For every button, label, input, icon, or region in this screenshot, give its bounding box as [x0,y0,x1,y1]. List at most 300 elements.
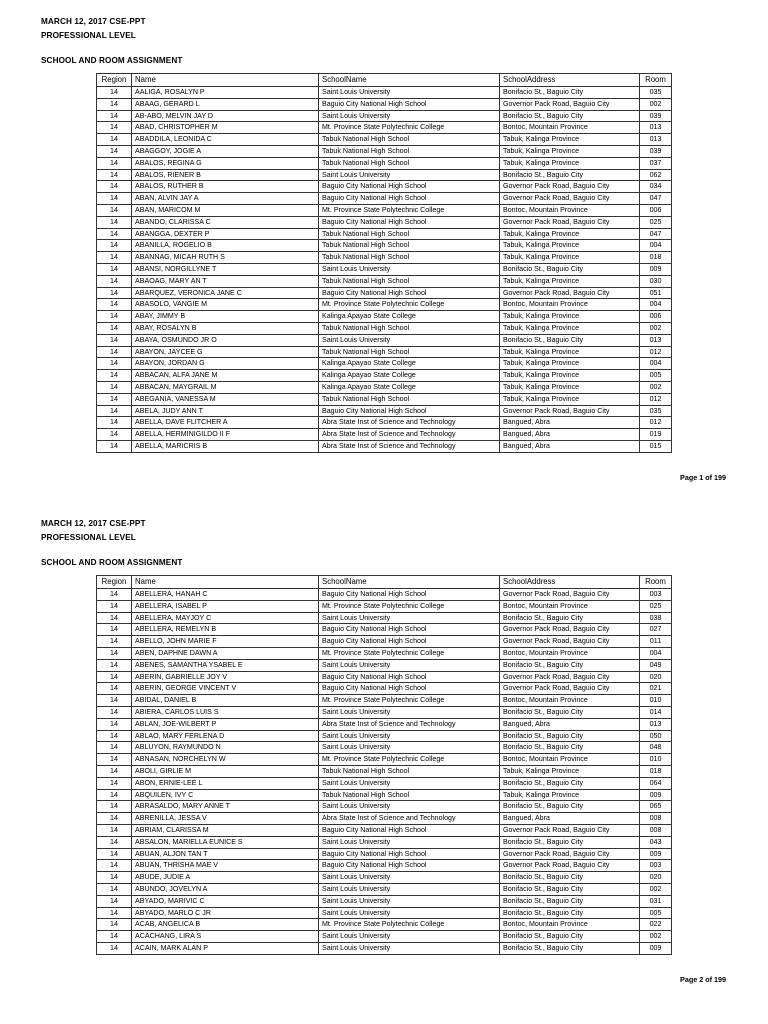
region-cell: 14 [97,440,132,452]
school-cell: Baguio City National High School [319,671,500,683]
table-row [97,122,672,134]
address-cell: Bonifacio St., Baguio City [500,612,640,624]
school-cell: Tabuk National High School [319,393,500,405]
school-cell: Baguio City National High School [319,848,500,860]
name-cell: ABSALON, MARIELLA EUNICE S [132,836,319,848]
name-cell: ABEGANIA, VANESSA M [132,393,319,405]
room-cell: 009 [640,789,672,801]
address-cell: Bangued, Abra [500,440,640,452]
table-row [97,370,672,382]
region-cell: 14 [97,942,132,954]
column-header-region: Region [97,74,132,87]
name-cell: ABELLA, DAVE FLITCHER A [132,417,319,429]
table-row [97,417,672,429]
room-cell: 037 [640,157,672,169]
school-cell: Baguio City National High School [319,683,500,695]
address-cell: Governor Pack Road, Baguio City [500,624,640,636]
room-cell: 013 [640,134,672,146]
room-cell: 011 [640,636,672,648]
room-cell: 065 [640,801,672,813]
name-cell: ABALOS, RIENER B [132,169,319,181]
table-row [97,848,672,860]
school-cell: Saint Louis University [319,742,500,754]
name-cell: ABELLERA, REMELYN B [132,624,319,636]
column-header-name: Name [132,576,319,589]
name-cell: ABELLA, MARICRIS B [132,440,319,452]
address-cell: Tabuk, Kalinga Province [500,228,640,240]
school-cell: Saint Louis University [319,706,500,718]
room-cell: 008 [640,813,672,825]
room-cell: 002 [640,931,672,943]
table-row [97,589,672,601]
room-cell: 034 [640,181,672,193]
table-row [97,346,672,358]
address-cell: Bonifacio St., Baguio City [500,907,640,919]
room-cell: 038 [640,612,672,624]
column-header-room: Room [640,74,672,87]
region-cell: 14 [97,429,132,441]
region-cell: 14 [97,683,132,695]
address-cell: Governor Pack Road, Baguio City [500,848,640,860]
address-cell: Governor Pack Road, Baguio City [500,636,640,648]
region-cell: 14 [97,181,132,193]
table-row [97,145,672,157]
address-cell: Tabuk, Kalinga Province [500,346,640,358]
region-cell: 14 [97,789,132,801]
room-cell: 002 [640,883,672,895]
address-cell: Tabuk, Kalinga Province [500,275,640,287]
school-cell: Baguio City National High School [319,589,500,601]
table-row [97,263,672,275]
name-cell: ABALOS, RUTHER B [132,181,319,193]
name-cell: ABASOLO, VANGIE M [132,299,319,311]
table-row [97,801,672,813]
table-row [97,134,672,146]
region-cell: 14 [97,299,132,311]
room-cell: 012 [640,393,672,405]
address-cell: Bontoc, Mountain Province [500,919,640,931]
region-cell: 14 [97,636,132,648]
table-row [97,872,672,884]
address-cell: Bontoc, Mountain Province [500,122,640,134]
column-header-school: SchoolName [319,576,500,589]
table-row [97,228,672,240]
address-cell: Bonifacio St., Baguio City [500,706,640,718]
name-cell: ABERIN, GABRIELLE JOY V [132,671,319,683]
table-row [97,311,672,323]
table-row [97,765,672,777]
room-cell: 013 [640,122,672,134]
school-cell: Tabuk National High School [319,252,500,264]
address-cell: Bonifacio St., Baguio City [500,895,640,907]
school-cell: Tabuk National High School [319,228,500,240]
name-cell: ABIDAL, DANIEL B [132,695,319,707]
school-cell: Tabuk National High School [319,157,500,169]
room-cell: 020 [640,872,672,884]
region-cell: 14 [97,671,132,683]
page-number: Page 1 of 199 [680,473,726,482]
table-row [97,706,672,718]
region-cell: 14 [97,919,132,931]
school-cell: Baguio City National High School [319,216,500,228]
address-cell: Bonifacio St., Baguio City [500,110,640,122]
address-cell: Tabuk, Kalinga Province [500,252,640,264]
table-row [97,860,672,872]
name-cell: ABALOS, REGINA G [132,157,319,169]
region-cell: 14 [97,860,132,872]
address-cell: Tabuk, Kalinga Province [500,393,640,405]
table-row [97,204,672,216]
table-row [97,322,672,334]
school-cell: Tabuk National High School [319,346,500,358]
document-page-1 [0,0,768,502]
table-row [97,440,672,452]
name-cell: ABYADO, MARIVIC C [132,895,319,907]
name-cell: ABRENILLA, JESSA V [132,813,319,825]
table-row [97,98,672,110]
page-number: Page 2 of 199 [680,975,726,984]
address-cell: Governor Pack Road, Baguio City [500,683,640,695]
name-cell: ABAYON, JAYCEE G [132,346,319,358]
table-row [97,836,672,848]
region-cell: 14 [97,706,132,718]
table-row [97,789,672,801]
school-cell: Saint Louis University [319,612,500,624]
school-cell: Tabuk National High School [319,765,500,777]
region-cell: 14 [97,228,132,240]
room-cell: 009 [640,942,672,954]
table-row [97,405,672,417]
school-cell: Baguio City National High School [319,405,500,417]
column-header-school: SchoolName [319,74,500,87]
room-cell: 047 [640,193,672,205]
school-cell: Saint Louis University [319,942,500,954]
room-cell: 051 [640,287,672,299]
school-cell: Kalinga Apayao State College [319,381,500,393]
address-cell: Bangued, Abra [500,429,640,441]
school-cell: Mt. Province State Polytechnic College [319,695,500,707]
table-row [97,181,672,193]
column-header-address: SchoolAddress [500,576,640,589]
room-cell: 008 [640,824,672,836]
address-cell: Bonifacio St., Baguio City [500,742,640,754]
address-cell: Bontoc, Mountain Province [500,204,640,216]
address-cell: Tabuk, Kalinga Province [500,322,640,334]
address-cell: Bonifacio St., Baguio City [500,801,640,813]
room-cell: 005 [640,907,672,919]
name-cell: ABELA, JUDY ANN T [132,405,319,417]
table-row [97,754,672,766]
address-cell: Bontoc, Mountain Province [500,695,640,707]
school-cell: Saint Louis University [319,895,500,907]
region-cell: 14 [97,883,132,895]
address-cell: Bontoc, Mountain Province [500,647,640,659]
name-cell: ABNASAN, NORCHELYN W [132,754,319,766]
table-row [97,683,672,695]
table-row [97,883,672,895]
address-cell: Tabuk, Kalinga Province [500,381,640,393]
name-cell: AB-ABO, MELVIN JAY D [132,110,319,122]
table-row [97,358,672,370]
address-cell: Tabuk, Kalinga Province [500,134,640,146]
address-cell: Tabuk, Kalinga Province [500,789,640,801]
school-cell: Baguio City National High School [319,624,500,636]
region-cell: 14 [97,647,132,659]
room-cell: 013 [640,718,672,730]
school-cell: Baguio City National High School [319,636,500,648]
name-cell: ABUDE, JUDIE A [132,872,319,884]
table-row [97,942,672,954]
address-cell: Bonifacio St., Baguio City [500,942,640,954]
table-row [97,275,672,287]
table-row [97,334,672,346]
room-cell: 002 [640,381,672,393]
name-cell: ABANILLA, ROGELIO B [132,240,319,252]
school-cell: Tabuk National High School [319,240,500,252]
region-cell: 14 [97,169,132,181]
table-row [97,907,672,919]
school-cell: Mt. Province State Polytechnic College [319,204,500,216]
region-cell: 14 [97,848,132,860]
address-cell: Bonifacio St., Baguio City [500,334,640,346]
name-cell: ABANNAG, MICAH RUTH S [132,252,319,264]
school-cell: Saint Louis University [319,263,500,275]
address-cell: Governor Pack Road, Baguio City [500,193,640,205]
address-cell: Bangued, Abra [500,718,640,730]
address-cell: Bonifacio St., Baguio City [500,730,640,742]
table-row [97,287,672,299]
school-cell: Baguio City National High School [319,824,500,836]
table-row [97,216,672,228]
region-cell: 14 [97,346,132,358]
room-cell: 021 [640,683,672,695]
room-cell: 020 [640,671,672,683]
school-cell: Mt. Province State Polytechnic College [319,754,500,766]
region-cell: 14 [97,287,132,299]
region-cell: 14 [97,765,132,777]
region-cell: 14 [97,624,132,636]
school-cell: Baguio City National High School [319,860,500,872]
school-cell: Baguio City National High School [319,193,500,205]
school-cell: Mt. Province State Polytechnic College [319,600,500,612]
name-cell: ABBACAN, MAYGRAIL M [132,381,319,393]
table-row [97,612,672,624]
region-cell: 14 [97,263,132,275]
region-cell: 14 [97,145,132,157]
table-row [97,240,672,252]
address-cell: Bonifacio St., Baguio City [500,836,640,848]
name-cell: ABUNDO, JOVELYN A [132,883,319,895]
room-cell: 003 [640,860,672,872]
table-row [97,671,672,683]
school-cell: Abra State Inst of Science and Technology [319,429,500,441]
exam-date-heading: MARCH 12, 2017 CSE-PPT [41,17,146,26]
room-cell: 018 [640,252,672,264]
region-cell: 14 [97,405,132,417]
table-row [97,695,672,707]
address-cell: Bangued, Abra [500,813,640,825]
school-cell: Baguio City National High School [319,181,500,193]
region-cell: 14 [97,659,132,671]
name-cell: ABERIN, GEORGE VINCENT V [132,683,319,695]
region-cell: 14 [97,907,132,919]
school-cell: Kalinga Apayao State College [319,370,500,382]
room-cell: 043 [640,836,672,848]
address-cell: Tabuk, Kalinga Province [500,358,640,370]
region-cell: 14 [97,134,132,146]
address-cell: Tabuk, Kalinga Province [500,145,640,157]
region-cell: 14 [97,754,132,766]
table-row [97,169,672,181]
name-cell: ABOLI, GIRLIE M [132,765,319,777]
region-cell: 14 [97,157,132,169]
address-cell: Bonifacio St., Baguio City [500,777,640,789]
document-page-2 [0,502,768,1004]
school-cell: Saint Louis University [319,730,500,742]
school-cell: Saint Louis University [319,87,500,99]
room-cell: 006 [640,311,672,323]
region-cell: 14 [97,801,132,813]
room-cell: 002 [640,322,672,334]
address-cell: Governor Pack Road, Baguio City [500,98,640,110]
address-cell: Governor Pack Road, Baguio City [500,860,640,872]
region-cell: 14 [97,358,132,370]
table-row [97,600,672,612]
school-cell: Saint Louis University [319,777,500,789]
room-cell: 002 [640,98,672,110]
address-cell: Bonifacio St., Baguio City [500,659,640,671]
name-cell: ABELLA, HERMINIGILDO II F [132,429,319,441]
exam-level-heading: PROFESSIONAL LEVEL [41,533,136,542]
room-cell: 010 [640,754,672,766]
school-cell: Saint Louis University [319,110,500,122]
region-cell: 14 [97,216,132,228]
region-cell: 14 [97,311,132,323]
room-cell: 064 [640,777,672,789]
region-cell: 14 [97,98,132,110]
room-cell: 050 [640,730,672,742]
name-cell: ABANDO, CLARISSA C [132,216,319,228]
name-cell: ABAD, CHRISTOPHER M [132,122,319,134]
room-cell: 004 [640,299,672,311]
table-row [97,718,672,730]
school-cell: Tabuk National High School [319,275,500,287]
name-cell: ABAY, ROSALYN B [132,322,319,334]
table-row [97,919,672,931]
table-row [97,813,672,825]
school-cell: Mt. Province State Polytechnic College [319,647,500,659]
name-cell: ABQUILEN, IVY C [132,789,319,801]
table-row [97,931,672,943]
address-cell: Tabuk, Kalinga Province [500,240,640,252]
table-header-row [97,74,672,87]
address-cell: Bonifacio St., Baguio City [500,263,640,275]
room-cell: 031 [640,895,672,907]
name-cell: ACAIN, MARK ALAN P [132,942,319,954]
room-cell: 039 [640,145,672,157]
name-cell: ABAYON, JORDAN G [132,358,319,370]
name-cell: ABRIAM, CLARISSA M [132,824,319,836]
region-cell: 14 [97,252,132,264]
school-cell: Saint Louis University [319,907,500,919]
room-cell: 062 [640,169,672,181]
address-cell: Bangued, Abra [500,417,640,429]
school-cell: Saint Louis University [319,836,500,848]
section-heading: SCHOOL AND ROOM ASSIGNMENT [41,56,183,65]
school-cell: Saint Louis University [319,931,500,943]
region-cell: 14 [97,600,132,612]
assignment-table [96,575,672,955]
name-cell: ABON, ERNIE-LEE L [132,777,319,789]
region-cell: 14 [97,931,132,943]
region-cell: 14 [97,813,132,825]
address-cell: Bonifacio St., Baguio City [500,872,640,884]
name-cell: ACACHANG, LIRA S [132,931,319,943]
school-cell: Saint Louis University [319,334,500,346]
region-cell: 14 [97,122,132,134]
address-cell: Governor Pack Road, Baguio City [500,589,640,601]
region-cell: 14 [97,87,132,99]
address-cell: Bontoc, Mountain Province [500,754,640,766]
table-row [97,824,672,836]
address-cell: Governor Pack Road, Baguio City [500,181,640,193]
region-cell: 14 [97,730,132,742]
table-row [97,381,672,393]
name-cell: ABLUYON, RAYMUNDO N [132,742,319,754]
name-cell: ABUAN, THRISHA MAE V [132,860,319,872]
assignment-table [96,73,672,453]
school-cell: Kalinga Apayao State College [319,358,500,370]
school-cell: Abra State Inst of Science and Technology [319,440,500,452]
school-cell: Mt. Province State Polytechnic College [319,919,500,931]
region-cell: 14 [97,381,132,393]
table-header-row [97,576,672,589]
room-cell: 009 [640,848,672,860]
name-cell: ABENES, SAMANTHA YSABEL E [132,659,319,671]
school-cell: Saint Louis University [319,801,500,813]
region-cell: 14 [97,110,132,122]
name-cell: ABARQUEZ, VERONICA JANE C [132,287,319,299]
room-cell: 047 [640,228,672,240]
name-cell: ABYADO, MARLO C JR [132,907,319,919]
table-row [97,624,672,636]
school-cell: Saint Louis University [319,883,500,895]
name-cell: ABELLERA, ISABEL P [132,600,319,612]
table-row [97,252,672,264]
address-cell: Governor Pack Road, Baguio City [500,824,640,836]
table-row [97,87,672,99]
room-cell: 039 [640,110,672,122]
room-cell: 030 [640,275,672,287]
name-cell: ABANGGA, DEXTER P [132,228,319,240]
region-cell: 14 [97,836,132,848]
room-cell: 035 [640,405,672,417]
school-cell: Tabuk National High School [319,134,500,146]
name-cell: ABAN, ALVIN JAY A [132,193,319,205]
region-cell: 14 [97,718,132,730]
school-cell: Tabuk National High School [319,789,500,801]
column-header-region: Region [97,576,132,589]
address-cell: Bontoc, Mountain Province [500,299,640,311]
room-cell: 022 [640,919,672,931]
school-cell: Abra State Inst of Science and Technology [319,813,500,825]
address-cell: Tabuk, Kalinga Province [500,157,640,169]
room-cell: 006 [640,204,672,216]
address-cell: Bontoc, Mountain Province [500,600,640,612]
region-cell: 14 [97,370,132,382]
address-cell: Governor Pack Road, Baguio City [500,671,640,683]
region-cell: 14 [97,695,132,707]
